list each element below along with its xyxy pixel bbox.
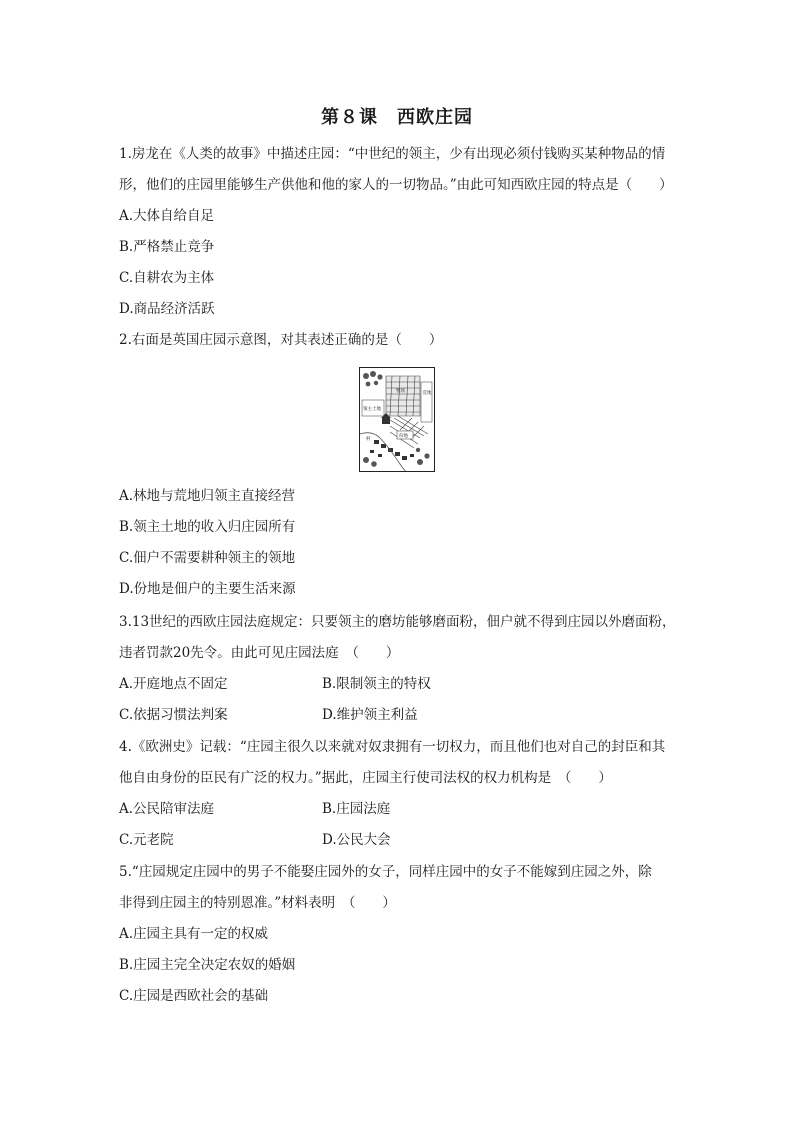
question-4-line-1: 4.《欧洲史》记载：“庄园主很久以来就对奴隶拥有一切权力，而且他们也对自己的封臣和其 [119, 739, 666, 755]
question-3-option-d: D.维护领主利益 [322, 707, 418, 723]
question-3-option-a: A.开庭地点不固定 [119, 676, 228, 692]
question-2-option-d: D.份地是佃户的主要生活来源 [119, 581, 296, 597]
manor-map-figure [359, 367, 435, 472]
label-lord-land: 领主土地 [363, 407, 381, 412]
question-4-option-c: C.元老院 [119, 832, 174, 848]
question-1-option-c: C.自耕农为主体 [119, 270, 215, 286]
lesson-title: 第８课 西欧庄园 [321, 107, 473, 128]
question-3-line-1: 3.13世纪的西欧庄园法庭规定：只要领主的磨坊能够磨面粉，佃户就不得到庄园以外磨面粉， [119, 614, 676, 630]
question-5-line-2: 非得到庄园主的特别恩准。”材料表明 （ ） [119, 895, 396, 911]
question-2-line-1: 2.右面是英国庄园示意图，对其表述正确的是（ ） [119, 332, 443, 348]
label-pasture: 牧场 [396, 389, 405, 394]
question-3-option-c: C.依据习惯法判案 [119, 707, 228, 723]
question-4-option-d: D.公民大会 [322, 832, 391, 848]
question-4-option-b: B.庄园法庭 [322, 801, 391, 817]
question-4-option-a: A.公民陪审法庭 [119, 801, 215, 817]
question-1-line-2: 形，他们的庄园里能够生产供他和他的家人的一切物品。”由此可知西欧庄园的特点是（ ） [119, 177, 673, 193]
question-1-option-a: A.大体自给自足 [119, 208, 215, 224]
manor-map-illustration [360, 368, 434, 471]
question-3-option-b: B.限制领主的特权 [322, 676, 431, 692]
label-wasteland: 荒地 [422, 391, 432, 396]
question-3-options-row-2 [119, 705, 679, 725]
question-4-options-row-2 [119, 830, 679, 850]
question-1-option-b: B.严格禁止竞争 [119, 239, 215, 255]
label-village: 村 [366, 437, 371, 442]
question-1-line-1: 1.房龙在《人类的故事》中描述庄园：“中世纪的领主，少有出现必须付钱购买某种物品的情 [119, 146, 666, 162]
question-5-option-b: B.庄园主完全决定农奴的婚姻 [119, 957, 296, 973]
question-4-line-2: 他自由身份的臣民有广泛的权力。”据此，庄园主行使司法权的权力机构是 （ ） [119, 770, 612, 786]
question-2-option-c: C.佃户不需要耕种领主的领地 [119, 550, 296, 566]
question-5-option-a: A.庄园主具有一定的权威 [119, 926, 269, 942]
question-4-options-row-1 [119, 799, 679, 819]
question-3-options-row-1 [119, 674, 679, 694]
question-1-option-d: D.商品经济活跃 [119, 301, 215, 317]
label-strips: 份地 [399, 434, 408, 439]
question-2-option-b: B.领主土地的收入归庄园所有 [119, 519, 296, 535]
question-5-line-1: 5.“庄园规定庄园中的男子不能娶庄园外的女子，同样庄园中的女子不能嫁到庄园之外，除 [119, 864, 652, 880]
question-3-line-2: 违者罚款20先令。由此可见庄园法庭 （ ） [119, 645, 400, 661]
question-5-option-c: C.庄园是西欧社会的基础 [119, 988, 269, 1004]
question-2-option-a: A.林地与荒地归领主直接经营 [119, 488, 296, 504]
